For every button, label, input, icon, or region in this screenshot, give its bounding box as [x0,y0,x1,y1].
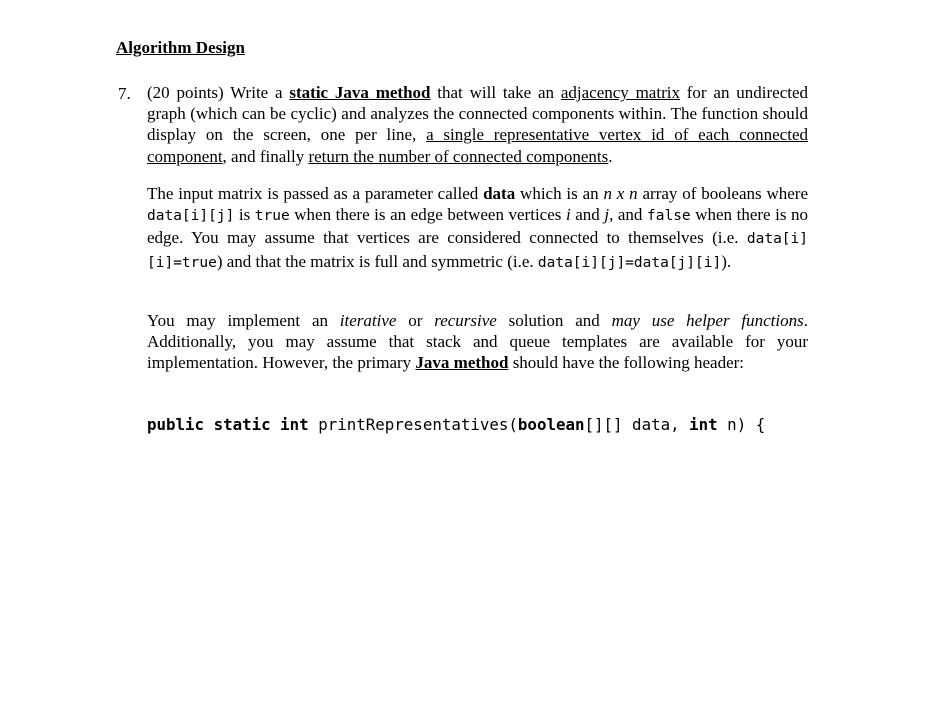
code-keyword: boolean [517,415,585,434]
emphasis-representative-vertex: a single representative vertex id of each connected component [147,125,808,166]
code-text: [][] data, [584,415,690,434]
text-run: You may implement an [147,311,340,330]
code-keyword: public static int [147,415,309,434]
emphasis-java-method: Java method [415,353,509,373]
text-run: . Additionally, you may assume that stack and queue templates are available for your implementation. However, the primary [147,311,808,373]
text-run: is [234,205,255,225]
term-n-x-n: n x n [603,184,638,203]
text-run: when there is no edge. You may assume that vertices are considered connected to themselves (i.e. [147,205,809,248]
code-inline: data[i][j] [147,208,235,225]
question-paragraph-3 [147,310,808,374]
method-header-code [147,414,765,436]
code-text: printRepresentatives( [308,415,518,434]
text-run: for an undirected graph (which can be cyclic) and analyzes the connected components within. The function should display on the screen, one per line, [147,83,809,145]
term-data: data [483,184,516,203]
text-run: solution and [496,311,612,330]
term-j: j [604,205,610,225]
code-inline: false [647,208,691,225]
text-run: ) and that the matrix is full and symmetric (i.e. [216,251,538,271]
emphasis-adjacency-matrix: adjacency matrix [560,83,680,102]
code-inline: data[i][i]=true [147,231,808,271]
question-paragraph-2 [147,183,808,274]
text-run: or [396,311,435,330]
text-run: ). [721,251,732,271]
text-run: , and [609,205,647,225]
term-i: i [565,205,571,225]
text-run: , and finally [222,146,309,166]
code-inline: data[i][j]=data[j][i] [537,254,722,271]
code-keyword: int [689,415,718,434]
question-paragraph-1 [147,82,808,167]
text-run: and [570,205,605,225]
question-number: 7. [118,84,131,103]
text-run: which is an [515,184,604,203]
emphasis-return-count: return the number of connected components [308,146,609,166]
text-run: array of booleans where [637,184,808,203]
text-run: that will take an [430,83,561,102]
text-run: (20 points) Write a [147,83,290,102]
text-run: should have the following header: [508,353,745,373]
text-run: when there is an edge between vertices [289,205,566,225]
term-recursive: recursive [434,311,497,330]
term-helper-functions: may use helper functions [611,311,804,330]
section-heading: Algorithm Design [116,38,245,57]
text-run: The input matrix is passed as a parameter called [147,184,484,203]
text-run: . [608,146,613,166]
code-text: n) { [717,415,766,434]
emphasis-static-java-method: static Java method [289,83,431,102]
code-inline: true [254,208,290,225]
term-iterative: iterative [339,311,397,330]
